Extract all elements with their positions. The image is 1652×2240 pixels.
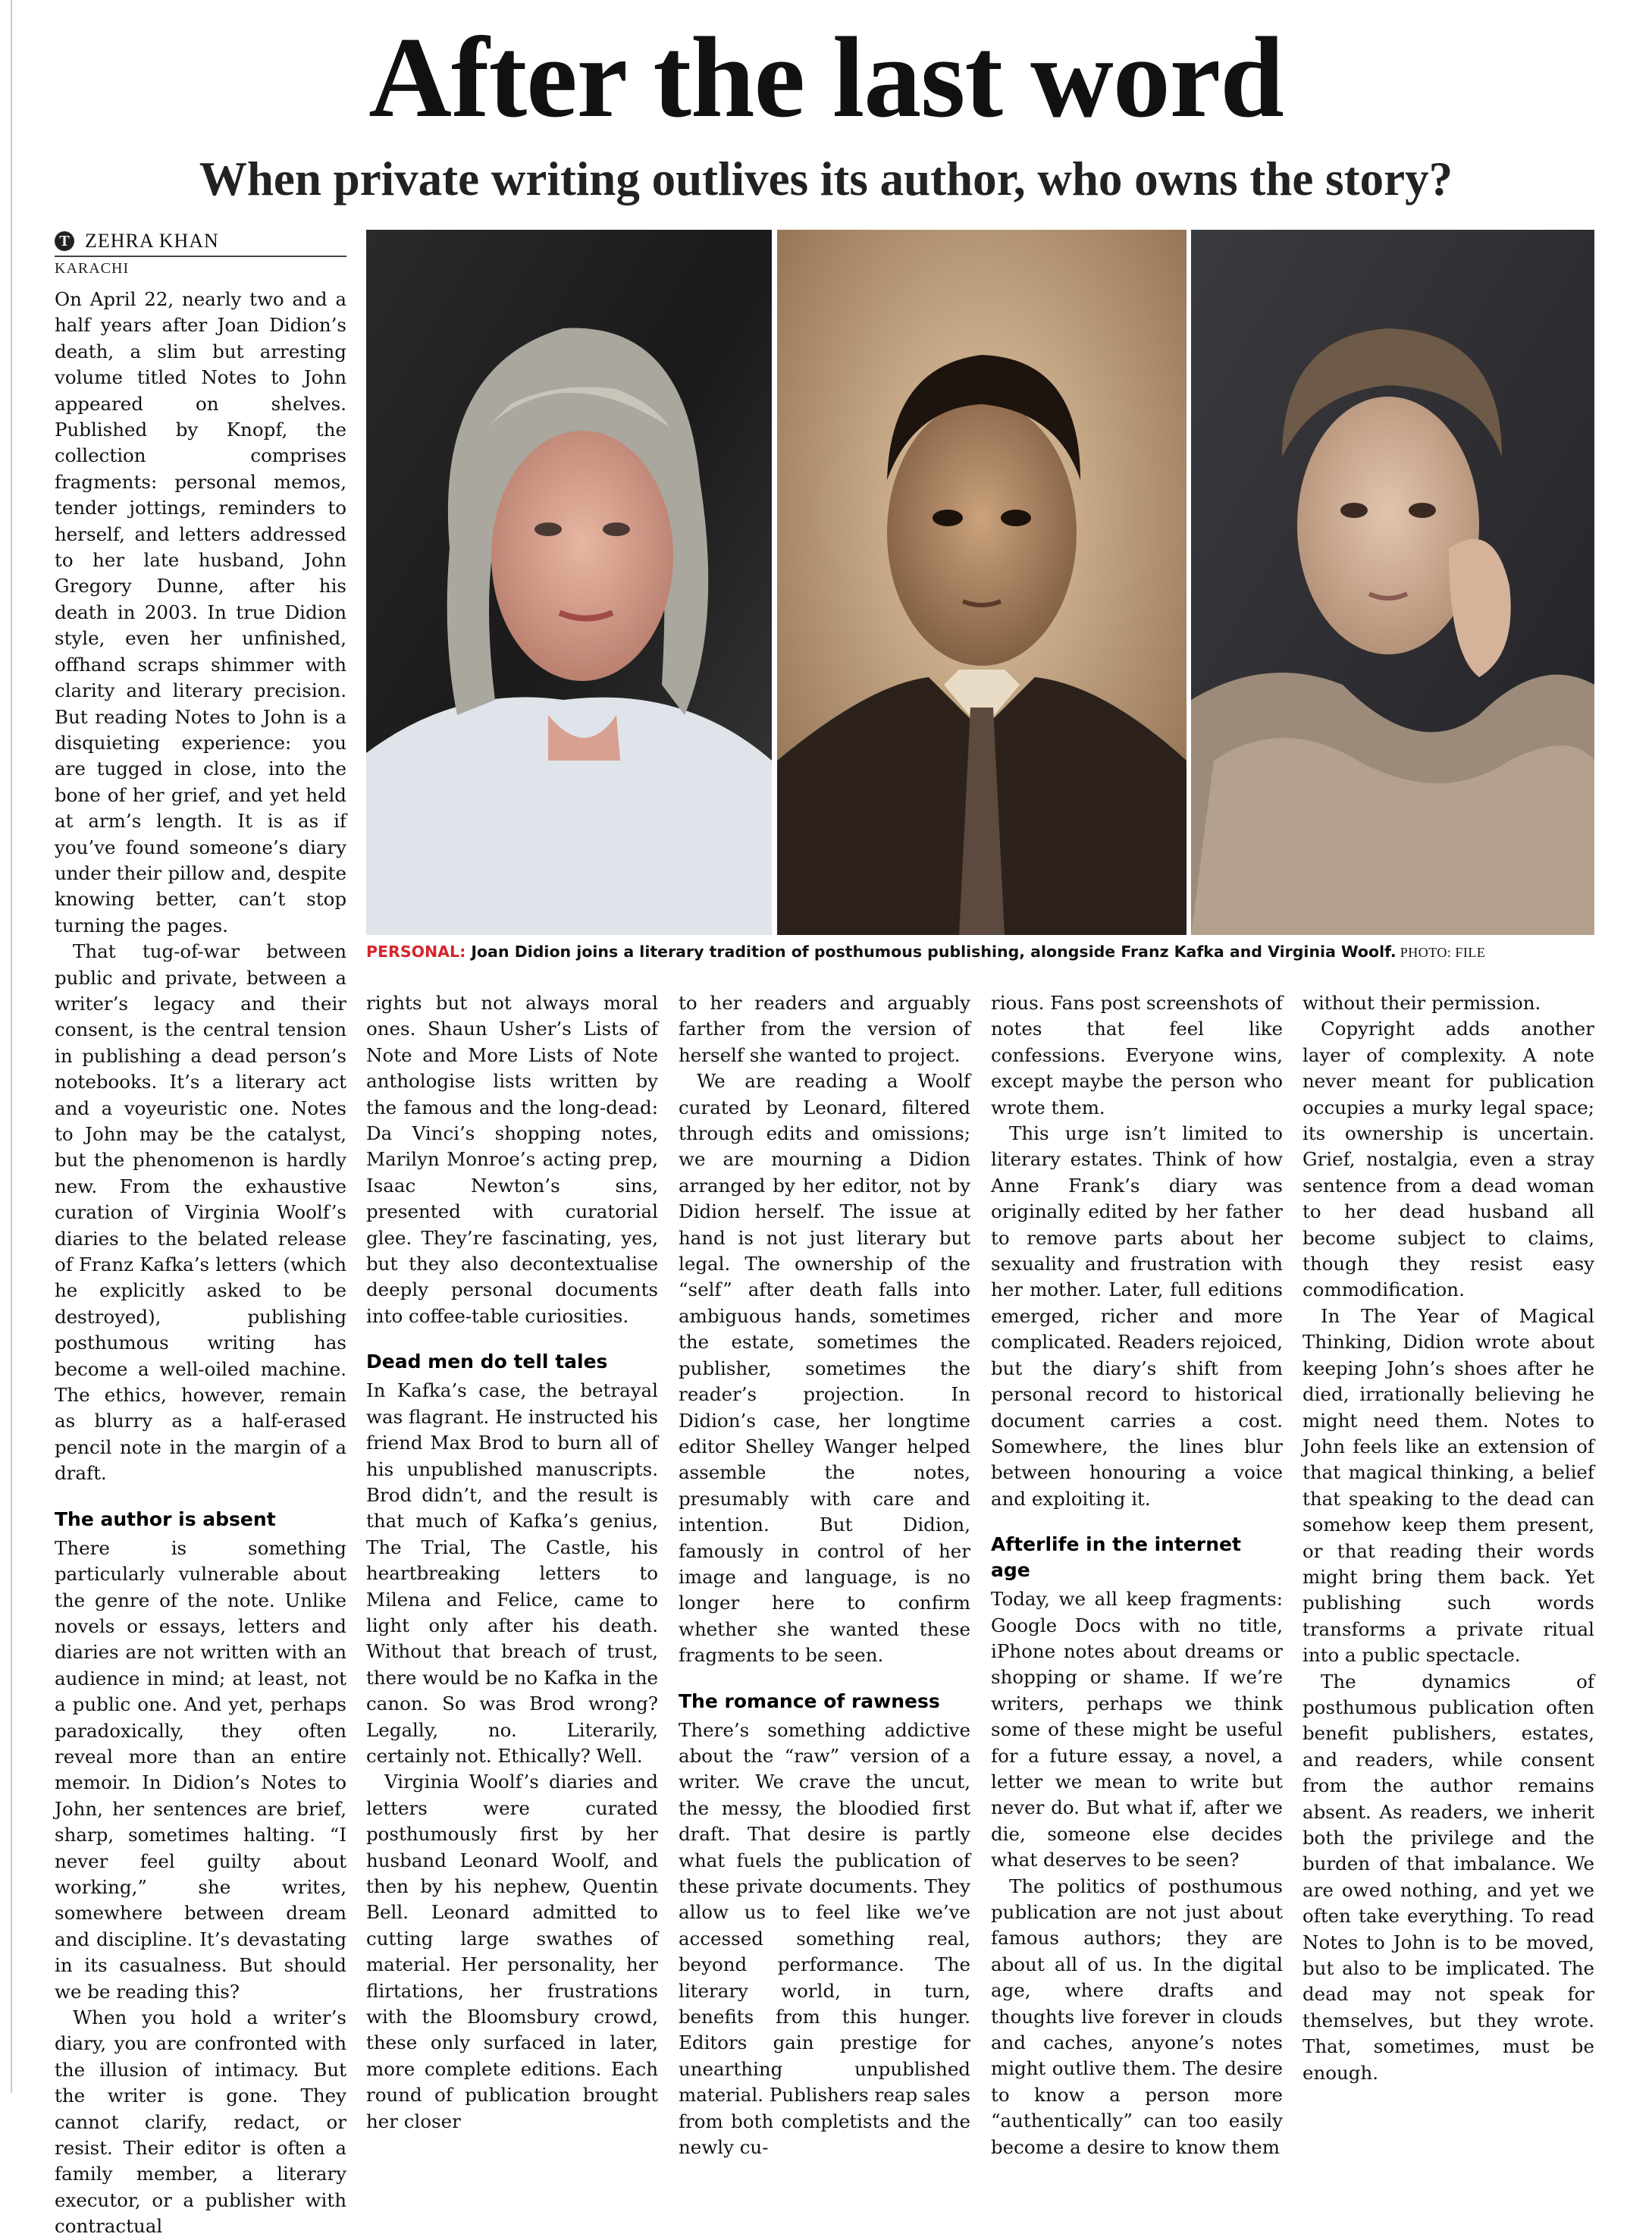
section-heading: The romance of rawness <box>679 1689 940 1712</box>
body-paragraph: There’s something addictive about the “raw” version of a writer. We crave the uncut, the messy, the bloodied first draft. That desire is partly what fuels the publication of these private documents. They allow us to feel like we’ve accessed something real, beyond performance. The literary world, in turn, benefits from this hunger. Editors gain prestige for unearthing unpublished material. Publishers reap sales from both completists and the newly cu- <box>679 1718 970 2159</box>
page-edge-rule <box>11 0 12 2093</box>
body-paragraph: In Kafka’s case, the betrayal was flagrant. He instructed his friend Max Brod to burn all of his unpublished manuscripts. Brod didn’t, and the result is that much of Kafka’s genius, The Trial, The Castle, his heartbreaking letters to Milena and Felice, came to light only after his death. Without that breach of trust, there would be no Kafka in the canon. So was Brod wrong? Legally, no. Literarily, certainly not. Ethically? Well. <box>366 1379 658 1767</box>
body-paragraph: On April 22, nearly two and a half years after Joan Didion’s death, a slim but arresting volume titled Notes to John appeared on shelves. Published by Knopf, the collection comprises fragments: personal memos, tender jottings, reminders to herself, and letters addressed to her late husband, John Gregory Dunne, after his death in 2003. In true Didion style, even her unfinished, offhand scraps shimmer with clarity and literary precision. But reading Notes to John is a disquieting experience: you are tugged in close, into the bone of her grief, and yet held at arm’s length. It is as if you’ve found someone’s diary under their pillow and, despite knowing better, can’t stop turning the pages. <box>55 288 346 936</box>
article-column-4 <box>991 990 1283 2158</box>
body-paragraph: to her readers and arguably farther from the version of herself she wanted to project. <box>679 992 970 1066</box>
body-paragraph: without their permission. <box>1302 992 1541 1014</box>
body-paragraph: This urge isn’t limited to literary estates. Think of how Anne Frank’s diary was originally edited by her father to remove parts about her sexuality and frustration with her mother. Later, full editions emerged, richer and more complicated. Readers rejoiced, but the diary’s shift from personal record to historical document carries a cost. Somewhere, the lines blur between honouring a voice and exploiting it. <box>991 1122 1283 1510</box>
caption-label: PERSONAL: <box>366 943 466 961</box>
body-paragraph: Today, we all keep fragments: Google Docs with no title, iPhone notes about dreams or shopping or shame. If we’re writers, perhaps we think some of these might be useful for a future essay, a novel, a letter we mean to write but never do. But what if, after we die, someone else decides what deserves to be seen? <box>991 1588 1283 1871</box>
article-column-2 <box>366 990 658 2132</box>
body-paragraph: When you hold a writer’s diary, you are confronted with the illusion of intimacy. But the writer is gone. They cannot clarify, redact, or resist. Their editor is often a family member, a literary executor, or a publisher with contractual <box>55 2006 346 2238</box>
body-paragraph: We are reading a Woolf curated by Leonard, filtered through edits and omissions; we are mourning a Didion arranged by her editor, not by Didion herself. The issue at hand is not just literary but legal. The ownership of the “self” after death falls into ambiguous hands, sometimes the estate, sometimes the publisher, sometimes the reader’s projection. In Didion’s case, her longtime editor Shelley Wanger helped assemble the notes, presumably with care and intention. But Didion, famously in control of her image and language, is no longer here to confirm whether she wanted these fragments to be seen. <box>679 1070 970 1667</box>
publication-logo-icon: T <box>55 231 74 251</box>
body-paragraph: rious. Fans post screenshots of notes that feel like confessions. Everyone wins, except maybe the person who wrote them. <box>991 992 1283 1118</box>
section-heading: Dead men do tell tales <box>366 1351 608 1373</box>
body-paragraph: rights but not always moral ones. Shaun Usher’s Lists of Note and More Lists of Note anthologise lists written by the famous and the long-dead: Da Vinci’s shopping notes, Marilyn Monroe’s acting prep, Isaac Newton’s sins, presented with curatorial glee. They’re fascinating, yes, but they also decontextualise deeply personal documents into coffee-table curiosities. <box>366 992 658 1327</box>
photo-joan-didion <box>366 230 772 935</box>
photo-credit: PHOTO: FILE <box>1396 945 1486 960</box>
dateline-place: KARACHI <box>55 260 130 277</box>
caption-text: Joan Didion joins a literary tradition of posthumous publishing, alongside Franz Kafka and Virginia Woolf. <box>466 943 1397 961</box>
author-name: ZEHRA KHAN <box>85 230 219 252</box>
deck-subheadline: When private writing outlives its author, who owns the story? <box>199 152 1453 205</box>
body-paragraph: There is something particularly vulnerable about the genre of the note. Unlike novels or essays, letters and diaries are not written with an audience in mind; at least, not a public one. And yet, perhaps paradoxically, they often reveal more than an entire memoir. In Didion’s Notes to John, her sentences are brief, sharp, sometimes halting. “I never feel guilty about working,” she writes, somewhere between dream and discipline. It’s devastating in its casualness. But should we be reading this? <box>55 1536 346 2003</box>
photo-caption <box>366 940 1594 964</box>
body-paragraph: Virginia Woolf’s diaries and letters were curated posthumously first by her husband Leonard Woolf, and then by his nephew, Quentin Bell. Leonard admitted to cutting large swathes of material. Her personality, her flirtations, her frustrations with the Bloomsbury crowd, these only surfaced in later, more complete editions. Each round of publication brought her closer <box>366 1771 658 2132</box>
byline <box>55 230 346 278</box>
body-paragraph: In The Year of Magical Thinking, Didion wrote about keeping John’s shoes after he died, irrationally believing he might need them. Notes to John feels like an extension of that magical thinking, a belief that speaking to the dead can somehow keep them present, or that reading their words might bring them back. Yet publishing such words transforms a private ritual into a public spectacle. <box>1302 1304 1594 1667</box>
article-column-1 <box>55 287 346 2238</box>
photo-virginia-woolf <box>1191 230 1594 935</box>
body-paragraph: The politics of posthumous publication are not just about famous authors; they are about all of us. In the digital age, where drafts and thoughts live forever in clouds and caches, anyone’s notes might outlive them. The desire to know a person more “authentically” can too easily become a desire to know them <box>991 1875 1283 2158</box>
body-paragraph: Copyright adds another layer of complexity. A note never meant for publication occupies a murky legal space; its ownership is uncertain. Grief, nostalgia, even a stray sentence from a dead woman to her dead husband all become subject to claims, though they resist easy commodification. <box>1302 1018 1594 1301</box>
article-column-3 <box>679 990 970 2159</box>
photo-franz-kafka <box>777 230 1186 935</box>
article-column-5 <box>1302 990 1594 2088</box>
body-paragraph: The dynamics of posthumous publication often benefit publishers, estates, and readers, while consent from the author remains absent. As readers, we inherit both the privilege and the burden of that imbalance. We are owed nothing, and yet we often take everything. To read Notes to John is to be moved, but also to be implicated. The dead may not speak for themselves, but they wrote. That, sometimes, must be enough. <box>1302 1670 1594 2084</box>
body-paragraph: That tug-of-war between public and private, between a writer’s legacy and their consent, is the central tension in publishing a dead person’s notebooks. It’s a literary act and a voyeuristic one. Notes to John may be the catalyst, but the phenomenon is hardly new. From the exhaustive curation of Virginia Woolf’s diaries to the belated release of Franz Kafka’s letters (which he explicitly asked to be destroyed), publishing posthumous writing has become a well-oiled machine. The ethics, however, remain as blurry as a half-erased pencil note in the margin of a draft. <box>55 940 346 1485</box>
headline: After the last word <box>368 14 1284 141</box>
section-heading: The author is absent <box>55 1507 276 1530</box>
section-heading: Afterlife in the internet age <box>991 1533 1241 1582</box>
